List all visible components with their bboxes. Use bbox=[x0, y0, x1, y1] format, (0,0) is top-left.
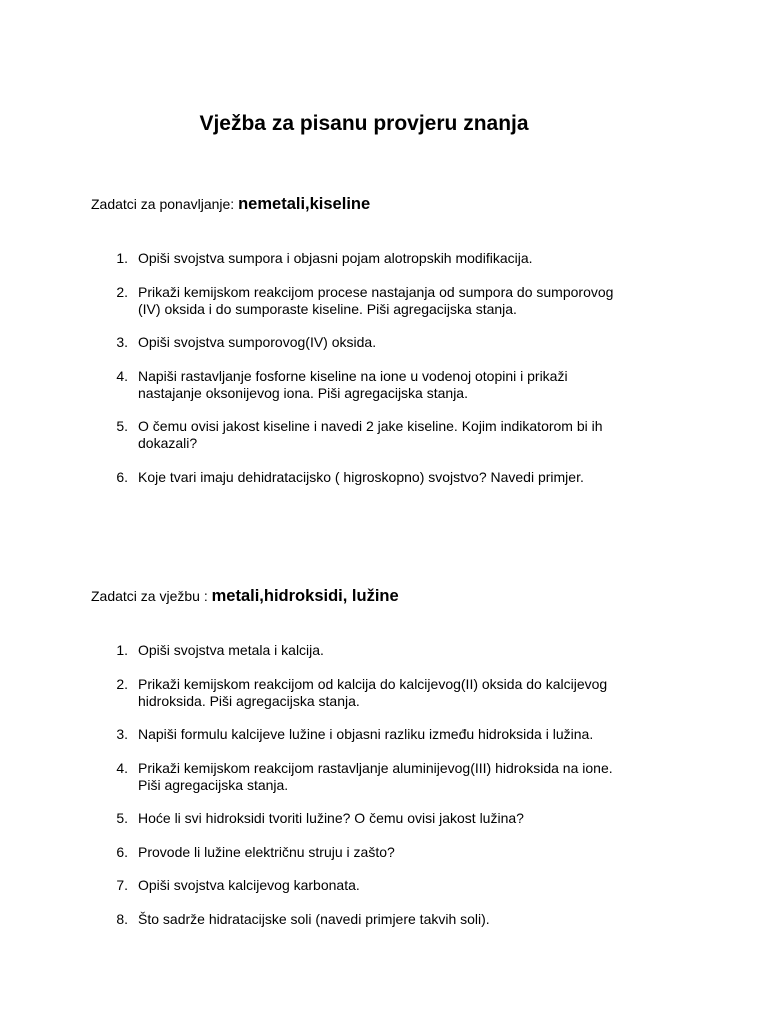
list-item bbox=[0, 726, 768, 743]
task-number: 2. bbox=[116, 283, 128, 300]
list-item bbox=[0, 760, 768, 794]
task-text: Opiši svojstva sumpora i objasni pojam alotropskih modifikacija. bbox=[138, 250, 533, 266]
task-text: Opiši svojstva metala i kalcija. bbox=[138, 642, 324, 658]
task-number: 1. bbox=[116, 642, 128, 658]
task-text: Prikaži kemijskom reakcijom od kalcija do kalcijevog(II) oksida do kalcijevog hidroksida. Piši agregacijska stanja. bbox=[138, 675, 608, 709]
list-item bbox=[0, 250, 768, 267]
task-text: Prikaži kemijskom reakcijom rastavljanje aluminijevog(III) hidroksida na ione. Piši agregacijska stanja. bbox=[138, 759, 613, 793]
section-intro: Zadatci za vježbu : bbox=[91, 588, 212, 604]
task-text: Koje tvari imaju dehidratacijsko ( higroskopno) svojstvo? Navedi primjer. bbox=[138, 468, 584, 485]
task-text: Što sadrže hidratacijske soli (navedi primjere takvih soli). bbox=[138, 910, 490, 927]
task-text: Hoće li svi hidroksidi tvoriti lužine? O čemu ovisi jakost lužina? bbox=[138, 810, 524, 826]
list-item bbox=[0, 284, 768, 318]
task-text: Opiši svojstva kalcijevog karbonata. bbox=[138, 877, 360, 893]
task-text: Provode li lužine električnu struju i zašto? bbox=[138, 843, 395, 860]
task-number: 4. bbox=[116, 759, 128, 776]
task-text: Napiši rastavljanje fosforne kiseline na ione u vodenoj otopini i prikaži nastajanje oksonijevog iona. Piši agregacijska stanja. bbox=[138, 367, 568, 401]
page-title: Vježba za pisanu provjeru znanja bbox=[199, 112, 529, 135]
list-item bbox=[0, 810, 768, 827]
list-item bbox=[0, 877, 768, 894]
list-item bbox=[0, 469, 768, 486]
task-number: 7. bbox=[116, 877, 128, 893]
task-text: O čemu ovisi jakost kiseline i navedi 2 jake kiseline. Kojim indikatorom bi ih dokazali? bbox=[138, 418, 603, 451]
list-item bbox=[0, 334, 768, 351]
task-number: 3. bbox=[116, 726, 128, 742]
task-number: 4. bbox=[116, 367, 128, 384]
list-item bbox=[0, 368, 768, 402]
task-text: Prikaži kemijskom reakcijom procese nastajanja od sumpora do sumporovog (IV) oksida i do sumporaste kiseline. Piši agregacijska stanja. bbox=[138, 283, 614, 317]
task-list-nemetali bbox=[0, 250, 768, 502]
task-number: 1. bbox=[116, 250, 128, 266]
section-topic: metali,hidroksidi, lužine bbox=[211, 587, 399, 605]
section-heading-metali bbox=[91, 586, 399, 606]
section-heading-nemetali bbox=[91, 194, 370, 214]
section-topic: nemetali,kiseline bbox=[238, 195, 371, 213]
task-number: 8. bbox=[116, 910, 128, 927]
list-item bbox=[0, 676, 768, 710]
task-number: 5. bbox=[116, 810, 128, 826]
list-item bbox=[0, 642, 768, 659]
list-item bbox=[0, 911, 768, 928]
task-number: 5. bbox=[116, 418, 128, 434]
task-number: 6. bbox=[116, 843, 128, 860]
task-number: 6. bbox=[116, 468, 128, 485]
task-number: 3. bbox=[116, 334, 128, 350]
task-text: Opiši svojstva sumporovog(IV) oksida. bbox=[138, 334, 377, 350]
section-intro: Zadatci za ponavljanje: bbox=[91, 196, 239, 212]
task-text: Napiši formulu kalcijeve lužine i objasni razliku između hidroksida i lužina. bbox=[138, 726, 594, 742]
task-number: 2. bbox=[116, 675, 128, 692]
task-list-metali bbox=[0, 642, 768, 944]
list-item bbox=[0, 418, 768, 452]
list-item bbox=[0, 844, 768, 861]
